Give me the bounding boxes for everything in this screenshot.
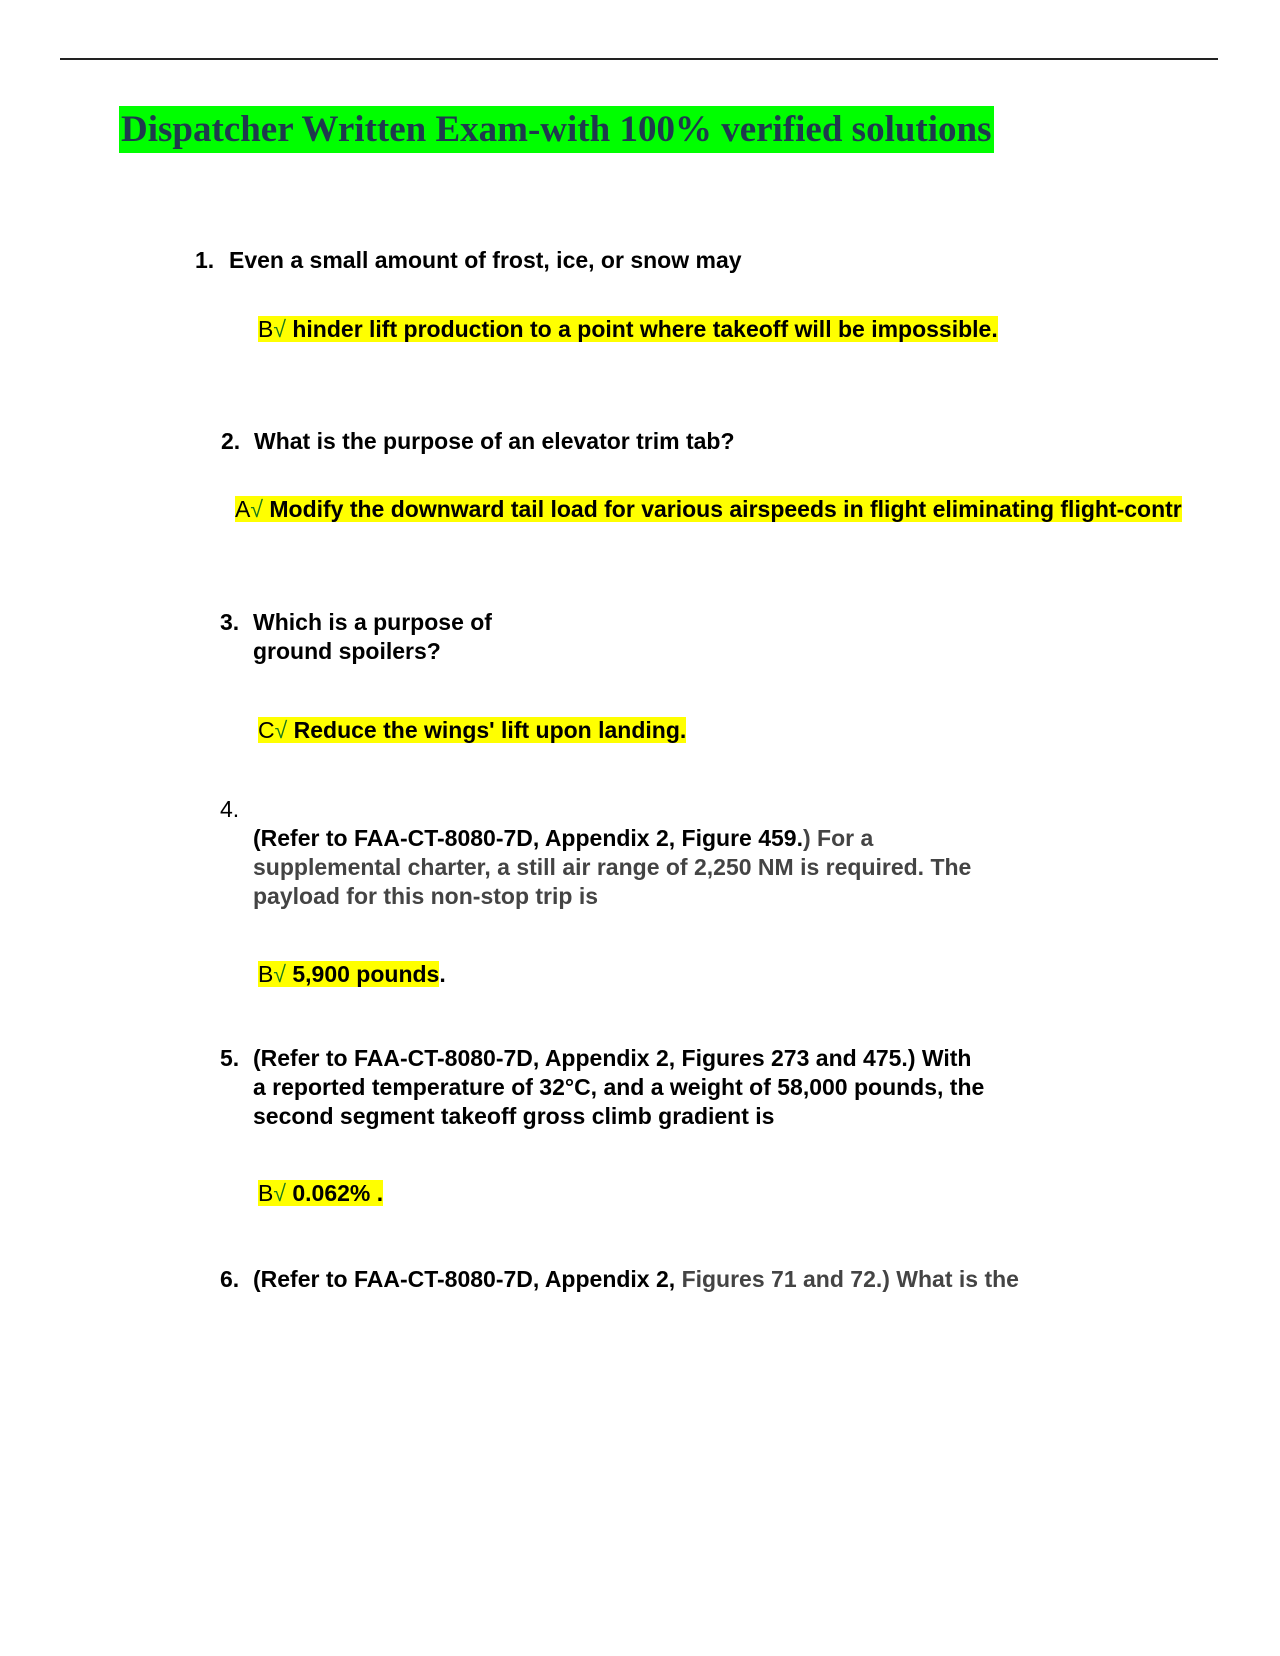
check-icon: √ (273, 961, 286, 987)
question-number: 5. (220, 1045, 240, 1071)
question-number: 4. (220, 796, 240, 822)
question-ref: (Refer to FAA-CT-8080-7D, Appendix 2, (253, 1266, 682, 1292)
question-number: 6. (220, 1266, 240, 1292)
question-text-line: payload for this non-stop trip is (253, 883, 598, 909)
question-text: Figures 71 and 72.) What is the (681, 1266, 1019, 1292)
question-number: 1. (195, 247, 215, 273)
check-icon: √ (273, 1180, 286, 1206)
check-icon: √ (250, 496, 263, 522)
question-text-line: second segment takeoff gross climb gradient is (253, 1103, 775, 1129)
answer-text: 0.062% . (292, 1180, 384, 1206)
question-number: 3. (220, 609, 240, 635)
answer-text: hinder lift production to a point where takeoff will be impossible. (292, 316, 998, 342)
question-ref: (Refer to FAA-CT-8080-7D, Appendix 2, Figure 459. (253, 825, 803, 851)
answer-suffix: . (439, 961, 446, 987)
answer-letter: B (258, 961, 274, 987)
answer-letter: B (258, 1180, 274, 1206)
question-text-line: supplemental charter, a still air range of 2,250 NM is required. The (253, 854, 972, 880)
answer-letter: B (258, 316, 274, 342)
question-text-line (253, 1265, 1019, 1294)
question-text-line: (Refer to FAA-CT-8080-7D, Appendix 2, Figures 273 and 475.) With (253, 1045, 972, 1071)
answer-text: Reduce the wings' lift upon landing. (293, 717, 687, 743)
question-text-line (253, 824, 873, 853)
question-text: ) For a (803, 825, 874, 851)
document-title: Dispatcher Written Exam-with 100% verified solutions (119, 106, 994, 153)
check-icon: √ (273, 316, 286, 342)
header-rule (60, 58, 1218, 60)
check-icon: √ (274, 717, 288, 743)
answer (258, 314, 998, 344)
answer-letter: A (235, 496, 251, 522)
answer (258, 959, 446, 989)
question-text-line: ground spoilers? (253, 638, 441, 664)
question-text: What is the purpose of an elevator trim tab? (254, 428, 735, 454)
answer-letter: C (258, 717, 275, 743)
answer-text: 5,900 pounds (292, 961, 440, 987)
answer (258, 715, 686, 745)
question-number: 2. (221, 428, 241, 454)
question-text-line: Which is a purpose of (253, 609, 492, 635)
question-text-line: a reported temperature of 32°C, and a weight of 58,000 pounds, the (253, 1074, 985, 1100)
answer (258, 1178, 383, 1208)
question-text: Even a small amount of frost, ice, or snow may (229, 247, 742, 273)
answer (235, 494, 1182, 524)
answer-text: Modify the downward tail load for various airspeeds in flight eliminating flight-contr (269, 496, 1182, 522)
